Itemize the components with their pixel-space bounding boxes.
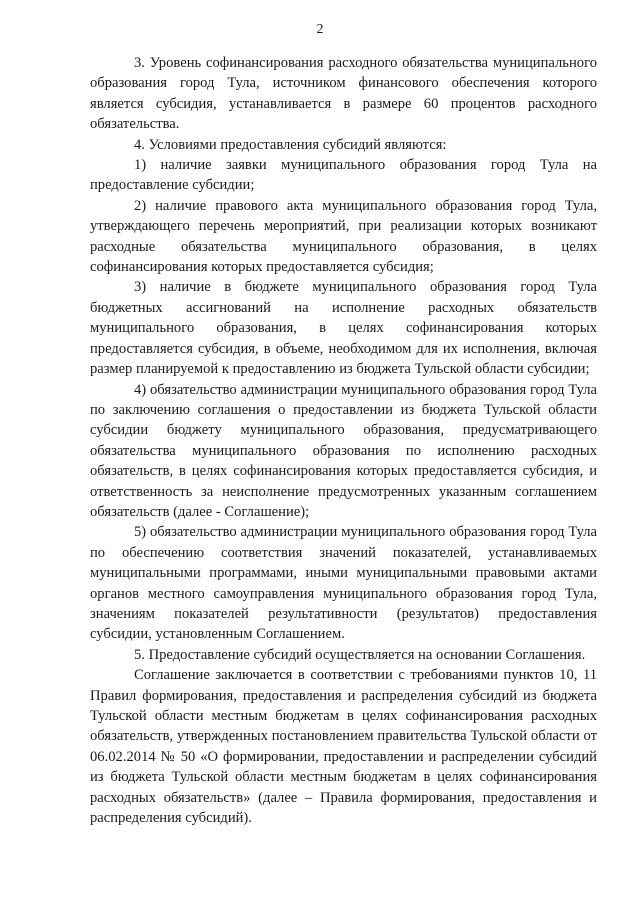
paragraph-condition-2: 2) наличие правового акта муниципального образования город Тула, утверждающего перечень мероприятий, при реализации которых возникают расходные обязательства муниципального образования, в целях софинансирования которых предоставляется субсидия; [90,197,597,276]
paragraph-condition-1: 1) наличие заявки муниципального образования город Тула на предоставление субсидии; [90,157,597,194]
document-body [90,53,597,828]
paragraph-item-5-agreement-basis: 5. Предоставление субсидий осуществляется на основании Соглашения. [134,646,586,663]
paragraph-condition-4: 4) обязательство администрации муниципального образования город Тула по заключению соглашения о предоставлении из бюджета Тульской области субсидии бюджету муниципального образования, предусматривающего обязательства муниципального образования по исполнению расходных обязательств, в целях софинансирования которых предоставляется субсидия, и ответственность за неисполнение предусмотренных указанным соглашением обязательств (далее - Соглашение); [90,381,597,520]
paragraph-agreement-requirements: Соглашение заключается в соответствии с требованиями пунктов 10, 11 Правил формирования, предоставления и распределения субсидий из бюджета Тульской области местным бюджетам в целях софинансирования расходных обязательств, утвержденных постановлением правительства Тульской области от 06.02.2014 № 50 «О формировании, предоставлении и распределении субсидий из бюджета Тульской области местным бюджетам в целях софинансирования расходных обязательств» (далее – Правила формирования, предоставления и распределения субсидий). [90,667,597,827]
paragraph-condition-3: 3) наличие в бюджете муниципального образования город Тула бюджетных ассигнований на исполнение расходных обязательств муниципального образования, в целях софинансирования которых предоставляется субсидия, в объеме, необходимом для их исполнения, включая размер планируемой к предоставлению из бюджета Тульской области субсидии; [90,279,597,378]
paragraph-condition-5: 5) обязательство администрации муниципального образования город Тула по обеспечению соответствия значений показателей, устанавливаемых муниципальными программами, иными муниципальными правовыми актами органов местного самоуправления муниципального образования город Тула, значениям показателей результативности (результатов) предоставления субсидии, установленным Соглашением. [90,524,597,643]
page-number: 2 [316,22,324,37]
paragraph-item-3-cofinancing-level: 3. Уровень софинансирования расходного обязательства муниципального образования город Тула, источником финансового обеспечения которого является субсидия, устанавливается в размере 60 процентов расходного обязательства. [90,55,597,133]
paragraph-item-4-conditions: 4. Условиями предоставления субсидий являются: [134,136,447,153]
